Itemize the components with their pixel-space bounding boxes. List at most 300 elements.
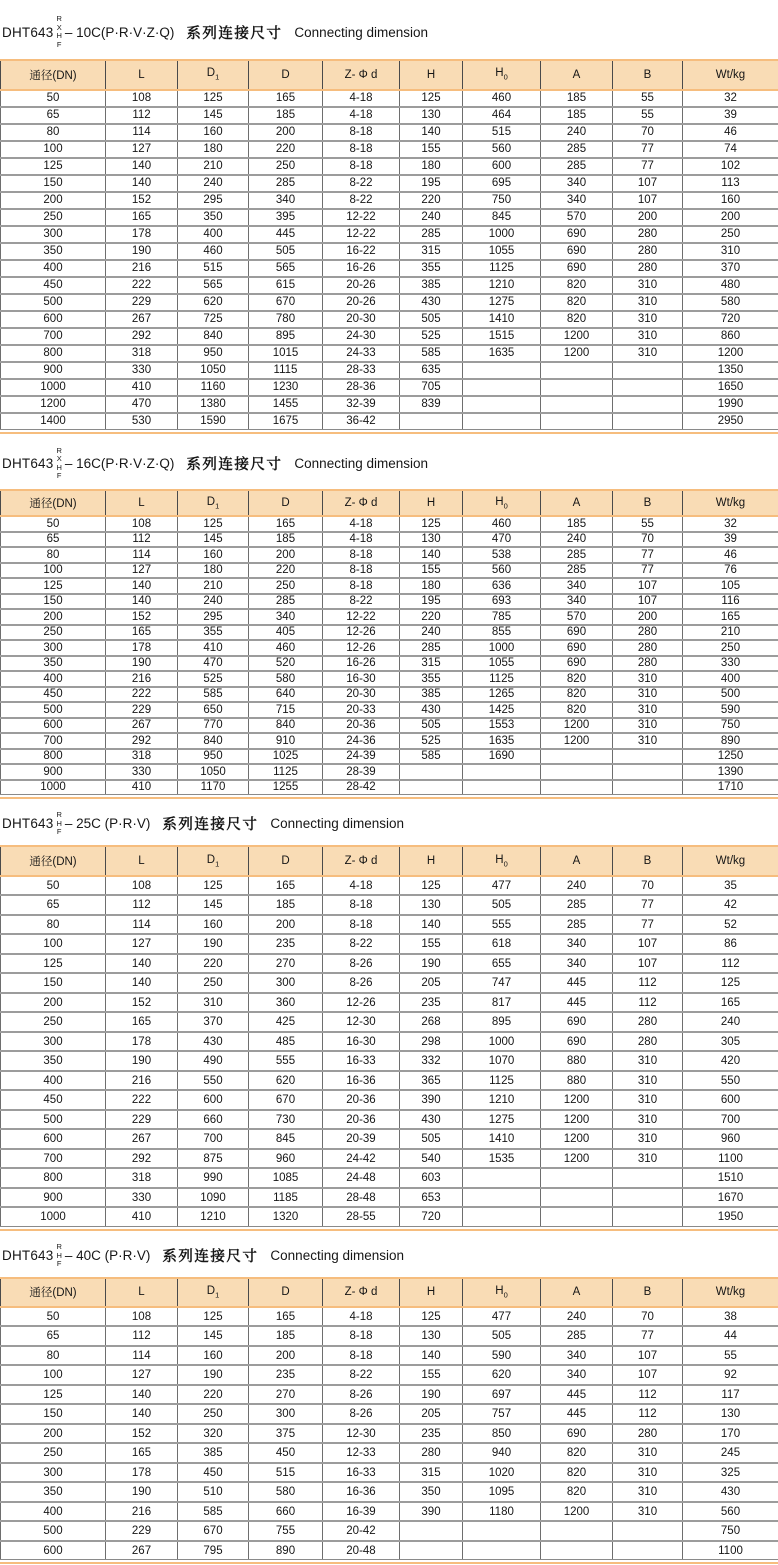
table-cell: 77 bbox=[613, 158, 683, 175]
table-cell: 880 bbox=[541, 1051, 613, 1071]
table-row bbox=[1, 578, 778, 594]
table-cell: 1950 bbox=[683, 1207, 778, 1226]
table-cell: 425 bbox=[249, 1012, 323, 1032]
table-cell: 505 bbox=[400, 311, 463, 328]
column-header: H bbox=[400, 846, 463, 876]
table-cell: 4-18 bbox=[323, 532, 400, 548]
table-cell bbox=[463, 379, 541, 396]
table-row bbox=[1, 563, 778, 579]
table-cell: 24-36 bbox=[323, 733, 400, 749]
table-cell: 8-18 bbox=[323, 158, 400, 175]
table-header bbox=[1, 846, 778, 876]
column-header: Wt/kg bbox=[683, 1278, 778, 1307]
table-cell: 580 bbox=[249, 671, 323, 687]
table-row bbox=[1, 1207, 778, 1226]
table-cell: 990 bbox=[178, 1168, 249, 1188]
table-cell: 20-30 bbox=[323, 687, 400, 703]
table-cell: 693 bbox=[463, 594, 541, 610]
table-row bbox=[1, 780, 778, 795]
table-cell: 660 bbox=[178, 1110, 249, 1130]
table-cell: 250 bbox=[1, 625, 106, 641]
table-cell: 820 bbox=[541, 1482, 613, 1502]
table-cell: 16-33 bbox=[323, 1463, 400, 1483]
table-cell: 65 bbox=[1, 532, 106, 548]
table-cell: 400 bbox=[1, 1502, 106, 1522]
table-cell: 310 bbox=[613, 328, 683, 345]
table-cell: 125 bbox=[400, 90, 463, 107]
column-header: L bbox=[106, 846, 178, 876]
table-cell: 1710 bbox=[683, 780, 778, 795]
table-cell: 50 bbox=[1, 90, 106, 107]
table-cell: 310 bbox=[613, 345, 683, 362]
table-row bbox=[1, 749, 778, 765]
table-cell: 690 bbox=[541, 625, 613, 641]
table-cell: 580 bbox=[683, 294, 778, 311]
table-cell: 55 bbox=[613, 516, 683, 532]
table-cell: 28-33 bbox=[323, 362, 400, 379]
table-cell: 165 bbox=[249, 1307, 323, 1327]
table-cell: 140 bbox=[106, 158, 178, 175]
table-cell: 46 bbox=[683, 124, 778, 141]
table-cell: 400 bbox=[178, 226, 249, 243]
table-row bbox=[1, 1443, 778, 1463]
table-cell: 140 bbox=[106, 1404, 178, 1424]
table-cell: 100 bbox=[1, 934, 106, 954]
table-row bbox=[1, 1463, 778, 1483]
table-cell: 107 bbox=[613, 175, 683, 192]
table-cell: 400 bbox=[1, 671, 106, 687]
table-cell: 220 bbox=[249, 141, 323, 158]
table-cell: 800 bbox=[1, 345, 106, 362]
table-cell: 295 bbox=[178, 192, 249, 209]
table-cell bbox=[613, 379, 683, 396]
table-cell: 820 bbox=[541, 1463, 613, 1483]
table-cell: 340 bbox=[541, 175, 613, 192]
table-cell: 185 bbox=[249, 532, 323, 548]
table-cell: 32 bbox=[683, 516, 778, 532]
table-cell: 140 bbox=[106, 954, 178, 974]
table-cell: 16-22 bbox=[323, 243, 400, 260]
table-cell: 280 bbox=[613, 1032, 683, 1052]
table-cell: 16-30 bbox=[323, 671, 400, 687]
table-cell: 505 bbox=[400, 1129, 463, 1149]
table-cell: 16-36 bbox=[323, 1071, 400, 1091]
model-variant-stack bbox=[56, 15, 61, 50]
table-body bbox=[1, 1307, 778, 1560]
column-header: H bbox=[400, 490, 463, 516]
table-cell: 855 bbox=[463, 625, 541, 641]
table-cell: 178 bbox=[106, 1463, 178, 1483]
table-cell: 700 bbox=[1, 733, 106, 749]
table-cell: 152 bbox=[106, 1424, 178, 1444]
table-cell: 160 bbox=[178, 547, 249, 563]
table-cell: 464 bbox=[463, 107, 541, 124]
table-header bbox=[1, 490, 778, 516]
table-cell: 280 bbox=[613, 640, 683, 656]
table-cell: 300 bbox=[249, 973, 323, 993]
table-cell: 127 bbox=[106, 1365, 178, 1385]
table-cell: 820 bbox=[541, 311, 613, 328]
table-cell: 190 bbox=[400, 954, 463, 974]
table-cell: 12-26 bbox=[323, 640, 400, 656]
table-cell: 250 bbox=[249, 158, 323, 175]
table-cell: 460 bbox=[249, 640, 323, 656]
table-cell: 107 bbox=[613, 1365, 683, 1385]
table-cell: 152 bbox=[106, 609, 178, 625]
column-header: $D_1$ bbox=[178, 846, 249, 876]
table-cell: 460 bbox=[463, 90, 541, 107]
table-row bbox=[1, 1110, 778, 1130]
section-title bbox=[0, 799, 778, 845]
table-cell: 117 bbox=[683, 1385, 778, 1405]
table-cell: 1410 bbox=[463, 311, 541, 328]
table-cell bbox=[463, 413, 541, 430]
table-cell: 125 bbox=[1, 1385, 106, 1405]
table-cell: 550 bbox=[178, 1071, 249, 1091]
table-cell: 20-30 bbox=[323, 311, 400, 328]
series-title-en: Connecting dimension bbox=[294, 456, 429, 472]
table-row bbox=[1, 158, 778, 175]
table-cell: 410 bbox=[106, 1207, 178, 1226]
table-row bbox=[1, 1071, 778, 1091]
table-cell: 690 bbox=[541, 1012, 613, 1032]
table-cell: 585 bbox=[400, 345, 463, 362]
table-cell: 750 bbox=[683, 718, 778, 734]
table-cell: 1200 bbox=[541, 718, 613, 734]
table-row bbox=[1, 277, 778, 294]
table-cell: 1085 bbox=[249, 1168, 323, 1188]
table-cell: 310 bbox=[613, 687, 683, 703]
table-cell: 310 bbox=[683, 243, 778, 260]
table-cell: 190 bbox=[178, 934, 249, 954]
table-cell: 310 bbox=[613, 1071, 683, 1091]
table-cell: 1410 bbox=[463, 1129, 541, 1149]
table-cell: 112 bbox=[106, 895, 178, 915]
table-cell: 24-39 bbox=[323, 749, 400, 765]
table-cell: 310 bbox=[613, 1502, 683, 1522]
column-header: 通径(DN) bbox=[1, 60, 106, 90]
table-cell: 1275 bbox=[463, 294, 541, 311]
column-header: A bbox=[541, 846, 613, 876]
table-cell: 76 bbox=[683, 563, 778, 579]
table-cell: 112 bbox=[683, 954, 778, 974]
table-body bbox=[1, 516, 778, 795]
table-cell: 618 bbox=[463, 934, 541, 954]
series-title-cn: 系列连接尺寸 bbox=[186, 25, 283, 42]
table-cell: 430 bbox=[400, 294, 463, 311]
table-cell: 210 bbox=[178, 578, 249, 594]
table-cell: 160 bbox=[683, 192, 778, 209]
table-cell bbox=[613, 1541, 683, 1560]
table-cell: 8-18 bbox=[323, 915, 400, 935]
table-cell: 360 bbox=[249, 993, 323, 1013]
table-cell: 1000 bbox=[1, 379, 106, 396]
table-cell: 450 bbox=[1, 1090, 106, 1110]
table-cell: 285 bbox=[541, 141, 613, 158]
table-cell: 20-33 bbox=[323, 702, 400, 718]
table-cell: 310 bbox=[613, 1051, 683, 1071]
table-row bbox=[1, 1346, 778, 1366]
table-cell: 700 bbox=[1, 1149, 106, 1169]
table-cell: 200 bbox=[1, 993, 106, 1013]
table-section bbox=[0, 1231, 778, 1564]
table-cell: 8-26 bbox=[323, 1385, 400, 1405]
table-cell: 210 bbox=[178, 158, 249, 175]
table-cell: 80 bbox=[1, 124, 106, 141]
table-cell: 900 bbox=[1, 1188, 106, 1208]
table-cell: 300 bbox=[1, 1032, 106, 1052]
table-cell: 24-48 bbox=[323, 1168, 400, 1188]
table-cell: 325 bbox=[683, 1463, 778, 1483]
column-header: L bbox=[106, 1278, 178, 1307]
table-cell: 107 bbox=[613, 1346, 683, 1366]
table-cell: 1050 bbox=[178, 764, 249, 780]
table-cell: 165 bbox=[106, 1443, 178, 1463]
table-section bbox=[0, 799, 778, 1231]
table-cell: 74 bbox=[683, 141, 778, 158]
table-cell: 1200 bbox=[541, 1149, 613, 1169]
column-header: L bbox=[106, 490, 178, 516]
table-cell: 370 bbox=[178, 1012, 249, 1032]
series-title-cn: 系列连接尺寸 bbox=[186, 457, 283, 474]
table-cell: 285 bbox=[541, 895, 613, 915]
table-cell: 28-48 bbox=[323, 1188, 400, 1208]
table-cell: 220 bbox=[178, 954, 249, 974]
table-cell: 430 bbox=[178, 1032, 249, 1052]
table-cell: 705 bbox=[400, 379, 463, 396]
table-cell: 700 bbox=[178, 1129, 249, 1149]
table-cell: 35 bbox=[683, 876, 778, 896]
table-cell: 125 bbox=[1, 954, 106, 974]
model-code: DHT643 bbox=[2, 1248, 54, 1264]
table-cell: 20-26 bbox=[323, 294, 400, 311]
table-cell: 280 bbox=[400, 1443, 463, 1463]
table-cell: 140 bbox=[106, 175, 178, 192]
table-cell: 1200 bbox=[683, 345, 778, 362]
table-cell: 1210 bbox=[463, 1090, 541, 1110]
table-cell: 355 bbox=[400, 671, 463, 687]
table-cell: 222 bbox=[106, 687, 178, 703]
table-cell: 690 bbox=[541, 226, 613, 243]
table-cell: 46 bbox=[683, 547, 778, 563]
table-cell: 305 bbox=[683, 1032, 778, 1052]
table-cell: 100 bbox=[1, 1365, 106, 1385]
table-cell: 340 bbox=[249, 609, 323, 625]
table-cell: 280 bbox=[613, 1424, 683, 1444]
table-cell: 250 bbox=[249, 578, 323, 594]
column-header: $D_1$ bbox=[178, 1278, 249, 1307]
table-cell: 55 bbox=[683, 1346, 778, 1366]
table-cell: 216 bbox=[106, 671, 178, 687]
table-cell: 229 bbox=[106, 294, 178, 311]
table-cell: 350 bbox=[178, 209, 249, 226]
table-cell: 1553 bbox=[463, 718, 541, 734]
table-cell: 36-42 bbox=[323, 413, 400, 430]
table-cell: 310 bbox=[613, 1463, 683, 1483]
table-cell: 310 bbox=[613, 702, 683, 718]
table-cell: 840 bbox=[249, 718, 323, 734]
table-cell: 285 bbox=[249, 175, 323, 192]
table-cell: 12-30 bbox=[323, 1424, 400, 1444]
table-cell: 155 bbox=[400, 141, 463, 158]
table-cell: 320 bbox=[178, 1424, 249, 1444]
table-cell: 107 bbox=[613, 192, 683, 209]
table-cell: 150 bbox=[1, 1404, 106, 1424]
table-cell: 600 bbox=[683, 1090, 778, 1110]
table-cell: 1210 bbox=[178, 1207, 249, 1226]
table-row bbox=[1, 687, 778, 703]
table-cell: 77 bbox=[613, 895, 683, 915]
column-header: $H_0$ bbox=[463, 1278, 541, 1307]
table-cell: 895 bbox=[463, 1012, 541, 1032]
table-cell: 1635 bbox=[463, 733, 541, 749]
table-cell: 298 bbox=[400, 1032, 463, 1052]
table-cell bbox=[463, 1541, 541, 1560]
table-cell: 114 bbox=[106, 124, 178, 141]
table-cell: 500 bbox=[1, 294, 106, 311]
table-cell: 1210 bbox=[463, 277, 541, 294]
table-cell: 285 bbox=[541, 158, 613, 175]
table-cell: 125 bbox=[178, 1307, 249, 1327]
dimension-table bbox=[0, 489, 778, 795]
table-cell: 50 bbox=[1, 876, 106, 896]
section-title bbox=[0, 1231, 778, 1277]
table-cell: 267 bbox=[106, 1541, 178, 1560]
column-header: D bbox=[249, 846, 323, 876]
table-row bbox=[1, 175, 778, 192]
table-cell bbox=[463, 764, 541, 780]
table-cell: 1590 bbox=[178, 413, 249, 430]
table-cell: 150 bbox=[1, 594, 106, 610]
table-cell: 1670 bbox=[683, 1188, 778, 1208]
table-cell: 200 bbox=[249, 915, 323, 935]
table-cell: 1100 bbox=[683, 1149, 778, 1169]
table-cell bbox=[541, 749, 613, 765]
table-row bbox=[1, 671, 778, 687]
table-cell: 190 bbox=[106, 243, 178, 260]
table-cell: 38 bbox=[683, 1307, 778, 1327]
table-cell: 950 bbox=[178, 345, 249, 362]
table-cell: 940 bbox=[463, 1443, 541, 1463]
table-cell: 65 bbox=[1, 107, 106, 124]
table-row bbox=[1, 1502, 778, 1522]
table-cell: 800 bbox=[1, 749, 106, 765]
table-cell: 720 bbox=[683, 311, 778, 328]
table-cell: 785 bbox=[463, 609, 541, 625]
table-cell: 200 bbox=[1, 609, 106, 625]
table-cell: 600 bbox=[1, 1129, 106, 1149]
table-cell: 860 bbox=[683, 328, 778, 345]
table-cell: 603 bbox=[400, 1168, 463, 1188]
table-cell bbox=[613, 1168, 683, 1188]
table-cell: 12-30 bbox=[323, 1012, 400, 1032]
table-cell: 140 bbox=[106, 578, 178, 594]
table-cell: 895 bbox=[249, 328, 323, 345]
table-cell: 52 bbox=[683, 915, 778, 935]
table-cell: 280 bbox=[613, 1012, 683, 1032]
table-cell: 690 bbox=[541, 656, 613, 672]
table-cell: 1115 bbox=[249, 362, 323, 379]
table-row bbox=[1, 609, 778, 625]
table-cell: 960 bbox=[249, 1149, 323, 1169]
table-cell: 800 bbox=[1, 1168, 106, 1188]
table-row bbox=[1, 1424, 778, 1444]
table-cell bbox=[613, 764, 683, 780]
table-cell: 1425 bbox=[463, 702, 541, 718]
table-cell: 550 bbox=[683, 1071, 778, 1091]
table-header bbox=[1, 1278, 778, 1307]
table-cell: 112 bbox=[106, 107, 178, 124]
series-title-cn: 系列连接尺寸 bbox=[162, 1249, 259, 1266]
table-cell: 180 bbox=[400, 578, 463, 594]
table-cell: 8-22 bbox=[323, 1365, 400, 1385]
table-cell: 1000 bbox=[1, 1207, 106, 1226]
table-cell: 840 bbox=[178, 733, 249, 749]
table-cell: 477 bbox=[463, 876, 541, 896]
table-cell: 670 bbox=[249, 294, 323, 311]
table-cell: 1675 bbox=[249, 413, 323, 430]
table-cell: 505 bbox=[463, 895, 541, 915]
table-cell: 130 bbox=[400, 895, 463, 915]
table-cell: 445 bbox=[249, 226, 323, 243]
table-cell: 1230 bbox=[249, 379, 323, 396]
table-cell: 285 bbox=[541, 563, 613, 579]
table-cell: 250 bbox=[1, 209, 106, 226]
table-cell: 285 bbox=[541, 1326, 613, 1346]
table-cell bbox=[541, 379, 613, 396]
table-cell: 145 bbox=[178, 895, 249, 915]
table-cell: 1000 bbox=[463, 1032, 541, 1052]
table-cell: 8-22 bbox=[323, 934, 400, 954]
table-cell: 560 bbox=[463, 141, 541, 158]
table-cell: 280 bbox=[613, 226, 683, 243]
table-cell: 165 bbox=[683, 993, 778, 1013]
table-cell: 600 bbox=[1, 718, 106, 734]
table-cell: 750 bbox=[463, 192, 541, 209]
table-cell: 390 bbox=[400, 1090, 463, 1110]
table-cell: 165 bbox=[249, 876, 323, 896]
table-cell: 840 bbox=[178, 328, 249, 345]
table-cell: 690 bbox=[541, 260, 613, 277]
table-row bbox=[1, 141, 778, 158]
table-cell: 8-18 bbox=[323, 141, 400, 158]
table-cell: 510 bbox=[178, 1482, 249, 1502]
table-cell: 4-18 bbox=[323, 876, 400, 896]
table-cell: 670 bbox=[178, 1521, 249, 1541]
table-cell: 660 bbox=[249, 1502, 323, 1522]
table-row bbox=[1, 895, 778, 915]
table-cell: 385 bbox=[400, 277, 463, 294]
table-cell: 720 bbox=[400, 1207, 463, 1226]
table-cell: 690 bbox=[541, 640, 613, 656]
column-header: 通径(DN) bbox=[1, 1278, 106, 1307]
table-wrapper bbox=[0, 489, 778, 799]
table-cell: 70 bbox=[613, 532, 683, 548]
table-cell: 300 bbox=[249, 1404, 323, 1424]
table-cell: 330 bbox=[106, 764, 178, 780]
table-cell: 890 bbox=[249, 1541, 323, 1560]
column-header: D bbox=[249, 1278, 323, 1307]
model-code: DHT643 bbox=[2, 24, 54, 40]
table-cell: 20-42 bbox=[323, 1521, 400, 1541]
table-cell: 235 bbox=[249, 1365, 323, 1385]
table-cell: 690 bbox=[541, 1424, 613, 1444]
table-cell: 385 bbox=[178, 1443, 249, 1463]
table-row bbox=[1, 656, 778, 672]
table-cell bbox=[400, 1541, 463, 1560]
table-cell: 600 bbox=[178, 1090, 249, 1110]
table-cell: 190 bbox=[106, 1482, 178, 1502]
